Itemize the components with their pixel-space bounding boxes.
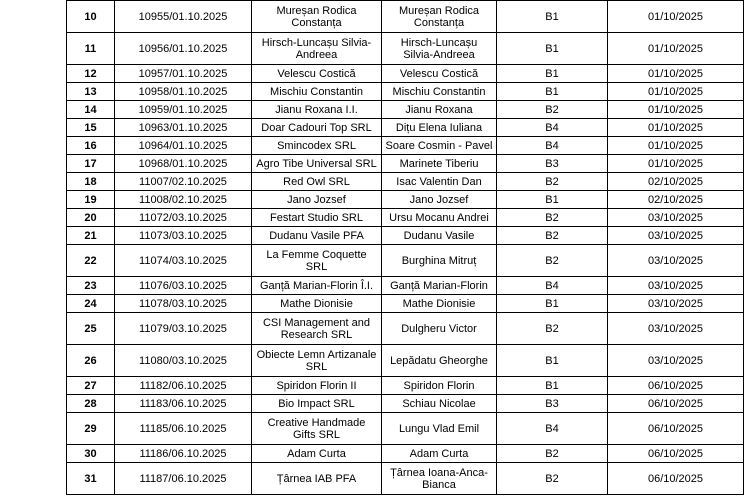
category-cell: B2 [497,101,608,119]
category-cell: B1 [497,83,608,101]
row-number-cell: 22 [67,245,115,277]
table-row [67,65,744,83]
applicant-name-cell: CSI Management and Research SRL [252,313,382,345]
registration-number-cell: 10968/01.10.2025 [115,155,252,173]
representative-cell: Dulgheru Victor [382,313,497,345]
registration-number-cell: 11187/06.10.2025 [115,463,252,495]
applicant-name-cell: Red Owl SRL [252,173,382,191]
representative-cell: Isac Valentin Dan [382,173,497,191]
category-cell: B1 [497,377,608,395]
applicant-name-cell: Jano Jozsef [252,191,382,209]
category-cell: B1 [497,1,608,33]
table-row [67,83,744,101]
date-cell: 03/10/2025 [608,209,744,227]
representative-cell: Mischiu Constantin [382,83,497,101]
applicant-name-cell: Smincodex SRL [252,137,382,155]
table-row [67,209,744,227]
table-row [67,245,744,277]
table-row [67,445,744,463]
date-cell: 06/10/2025 [608,413,744,445]
applicant-name-cell: Obiecte Lemn Artizanale SRL [252,345,382,377]
date-cell: 03/10/2025 [608,295,744,313]
registration-number-cell: 10956/01.10.2025 [115,33,252,65]
applicant-name-cell: Mischiu Constantin [252,83,382,101]
applicant-name-cell: Ganță Marian-Florin Î.I. [252,277,382,295]
date-cell: 01/10/2025 [608,1,744,33]
table-row [67,463,744,495]
representative-cell: Adam Curta [382,445,497,463]
representative-cell: Jano Jozsef [382,191,497,209]
registration-number-cell: 11079/03.10.2025 [115,313,252,345]
applicant-name-cell: Dudanu Vasile PFA [252,227,382,245]
applicant-name-cell: Agro Tibe Universal SRL [252,155,382,173]
row-number-cell: 17 [67,155,115,173]
registration-number-cell: 10963/01.10.2025 [115,119,252,137]
category-cell: B3 [497,395,608,413]
applicant-name-cell: Velescu Costică [252,65,382,83]
row-number-cell: 12 [67,65,115,83]
registration-number-cell: 11076/03.10.2025 [115,277,252,295]
category-cell: B2 [497,227,608,245]
date-cell: 01/10/2025 [608,65,744,83]
row-number-cell: 15 [67,119,115,137]
row-number-cell: 24 [67,295,115,313]
date-cell: 01/10/2025 [608,33,744,65]
table-row [67,155,744,173]
table-row [67,277,744,295]
table-row [67,101,744,119]
date-cell: 01/10/2025 [608,83,744,101]
registration-table-body [67,1,744,495]
date-cell: 06/10/2025 [608,463,744,495]
date-cell: 01/10/2025 [608,101,744,119]
row-number-cell: 11 [67,33,115,65]
date-cell: 01/10/2025 [608,119,744,137]
row-number-cell: 26 [67,345,115,377]
table-row [67,345,744,377]
table-row [67,33,744,65]
representative-cell: Schiau Nicolae [382,395,497,413]
registration-number-cell: 11074/03.10.2025 [115,245,252,277]
registration-number-cell: 10959/01.10.2025 [115,101,252,119]
date-cell: 03/10/2025 [608,245,744,277]
registration-number-cell: 11186/06.10.2025 [115,445,252,463]
applicant-name-cell: Bio Impact SRL [252,395,382,413]
registration-number-cell: 11073/03.10.2025 [115,227,252,245]
date-cell: 06/10/2025 [608,377,744,395]
table-row [67,377,744,395]
applicant-name-cell: Hirsch-Luncașu Silvia-Andreea [252,33,382,65]
category-cell: B1 [497,345,608,377]
representative-cell: Marinete Tiberiu [382,155,497,173]
applicant-name-cell: Țârnea IAB PFA [252,463,382,495]
row-number-cell: 23 [67,277,115,295]
representative-cell: Ganță Marian-Florin [382,277,497,295]
applicant-name-cell: Festart Studio SRL [252,209,382,227]
applicant-name-cell: Adam Curta [252,445,382,463]
representative-cell: Jianu Roxana [382,101,497,119]
category-cell: B2 [497,463,608,495]
table-row [67,395,744,413]
applicant-name-cell: Spiridon Florin II [252,377,382,395]
table-row [67,191,744,209]
registration-number-cell: 11078/03.10.2025 [115,295,252,313]
date-cell: 02/10/2025 [608,173,744,191]
row-number-cell: 27 [67,377,115,395]
registration-number-cell: 10964/01.10.2025 [115,137,252,155]
row-number-cell: 18 [67,173,115,191]
applicant-name-cell: Mureșan Rodica Constanța [252,1,382,33]
row-number-cell: 13 [67,83,115,101]
category-cell: B4 [497,413,608,445]
representative-cell: Burghina Mitruț [382,245,497,277]
table-row [67,413,744,445]
table-row [67,313,744,345]
representative-cell: Dițu Elena Iuliana [382,119,497,137]
date-cell: 03/10/2025 [608,277,744,295]
representative-cell: Mathe Dionisie [382,295,497,313]
registration-number-cell: 11183/06.10.2025 [115,395,252,413]
registration-number-cell: 11072/03.10.2025 [115,209,252,227]
date-cell: 03/10/2025 [608,227,744,245]
registration-number-cell: 11007/02.10.2025 [115,173,252,191]
table-row [67,137,744,155]
registration-number-cell: 10957/01.10.2025 [115,65,252,83]
date-cell: 01/10/2025 [608,137,744,155]
date-cell: 03/10/2025 [608,313,744,345]
category-cell: B1 [497,33,608,65]
representative-cell: Lungu Vlad Emil [382,413,497,445]
date-cell: 01/10/2025 [608,155,744,173]
row-number-cell: 14 [67,101,115,119]
table-row [67,119,744,137]
representative-cell: Soare Cosmin - Pavel [382,137,497,155]
row-number-cell: 20 [67,209,115,227]
representative-cell: Ursu Mocanu Andrei [382,209,497,227]
row-number-cell: 28 [67,395,115,413]
row-number-cell: 30 [67,445,115,463]
row-number-cell: 19 [67,191,115,209]
category-cell: B1 [497,295,608,313]
row-number-cell: 31 [67,463,115,495]
category-cell: B4 [497,137,608,155]
category-cell: B2 [497,209,608,227]
category-cell: B4 [497,119,608,137]
table-row [67,173,744,191]
row-number-cell: 21 [67,227,115,245]
category-cell: B2 [497,313,608,345]
date-cell: 02/10/2025 [608,191,744,209]
representative-cell: Spiridon Florin [382,377,497,395]
representative-cell: Velescu Costică [382,65,497,83]
representative-cell: Dudanu Vasile [382,227,497,245]
row-number-cell: 16 [67,137,115,155]
category-cell: B1 [497,65,608,83]
date-cell: 06/10/2025 [608,445,744,463]
registration-number-cell: 10955/01.10.2025 [115,1,252,33]
applicant-name-cell: La Femme Coquette SRL [252,245,382,277]
row-number-cell: 25 [67,313,115,345]
row-number-cell: 29 [67,413,115,445]
table-row [67,1,744,33]
category-cell: B2 [497,173,608,191]
category-cell: B2 [497,445,608,463]
representative-cell: Lepădatu Gheorghe [382,345,497,377]
applicant-name-cell: Mathe Dionisie [252,295,382,313]
table-row [67,295,744,313]
date-cell: 06/10/2025 [608,395,744,413]
row-number-cell: 10 [67,1,115,33]
category-cell: B1 [497,191,608,209]
category-cell: B4 [497,277,608,295]
representative-cell: Mureșan Rodica Constanța [382,1,497,33]
representative-cell: Țârnea Ioana-Anca-Bianca [382,463,497,495]
applicant-name-cell: Jianu Roxana I.I. [252,101,382,119]
registration-number-cell: 10958/01.10.2025 [115,83,252,101]
applicant-name-cell: Creative Handmade Gifts SRL [252,413,382,445]
date-cell: 03/10/2025 [608,345,744,377]
applicant-name-cell: Doar Cadouri Top SRL [252,119,382,137]
category-cell: B3 [497,155,608,173]
category-cell: B2 [497,245,608,277]
registration-number-cell: 11008/02.10.2025 [115,191,252,209]
representative-cell: Hirsch-Luncașu Silvia-Andreea [382,33,497,65]
registration-number-cell: 11182/06.10.2025 [115,377,252,395]
registration-number-cell: 11080/03.10.2025 [115,345,252,377]
registration-table [66,0,744,495]
table-row [67,227,744,245]
registration-number-cell: 11185/06.10.2025 [115,413,252,445]
